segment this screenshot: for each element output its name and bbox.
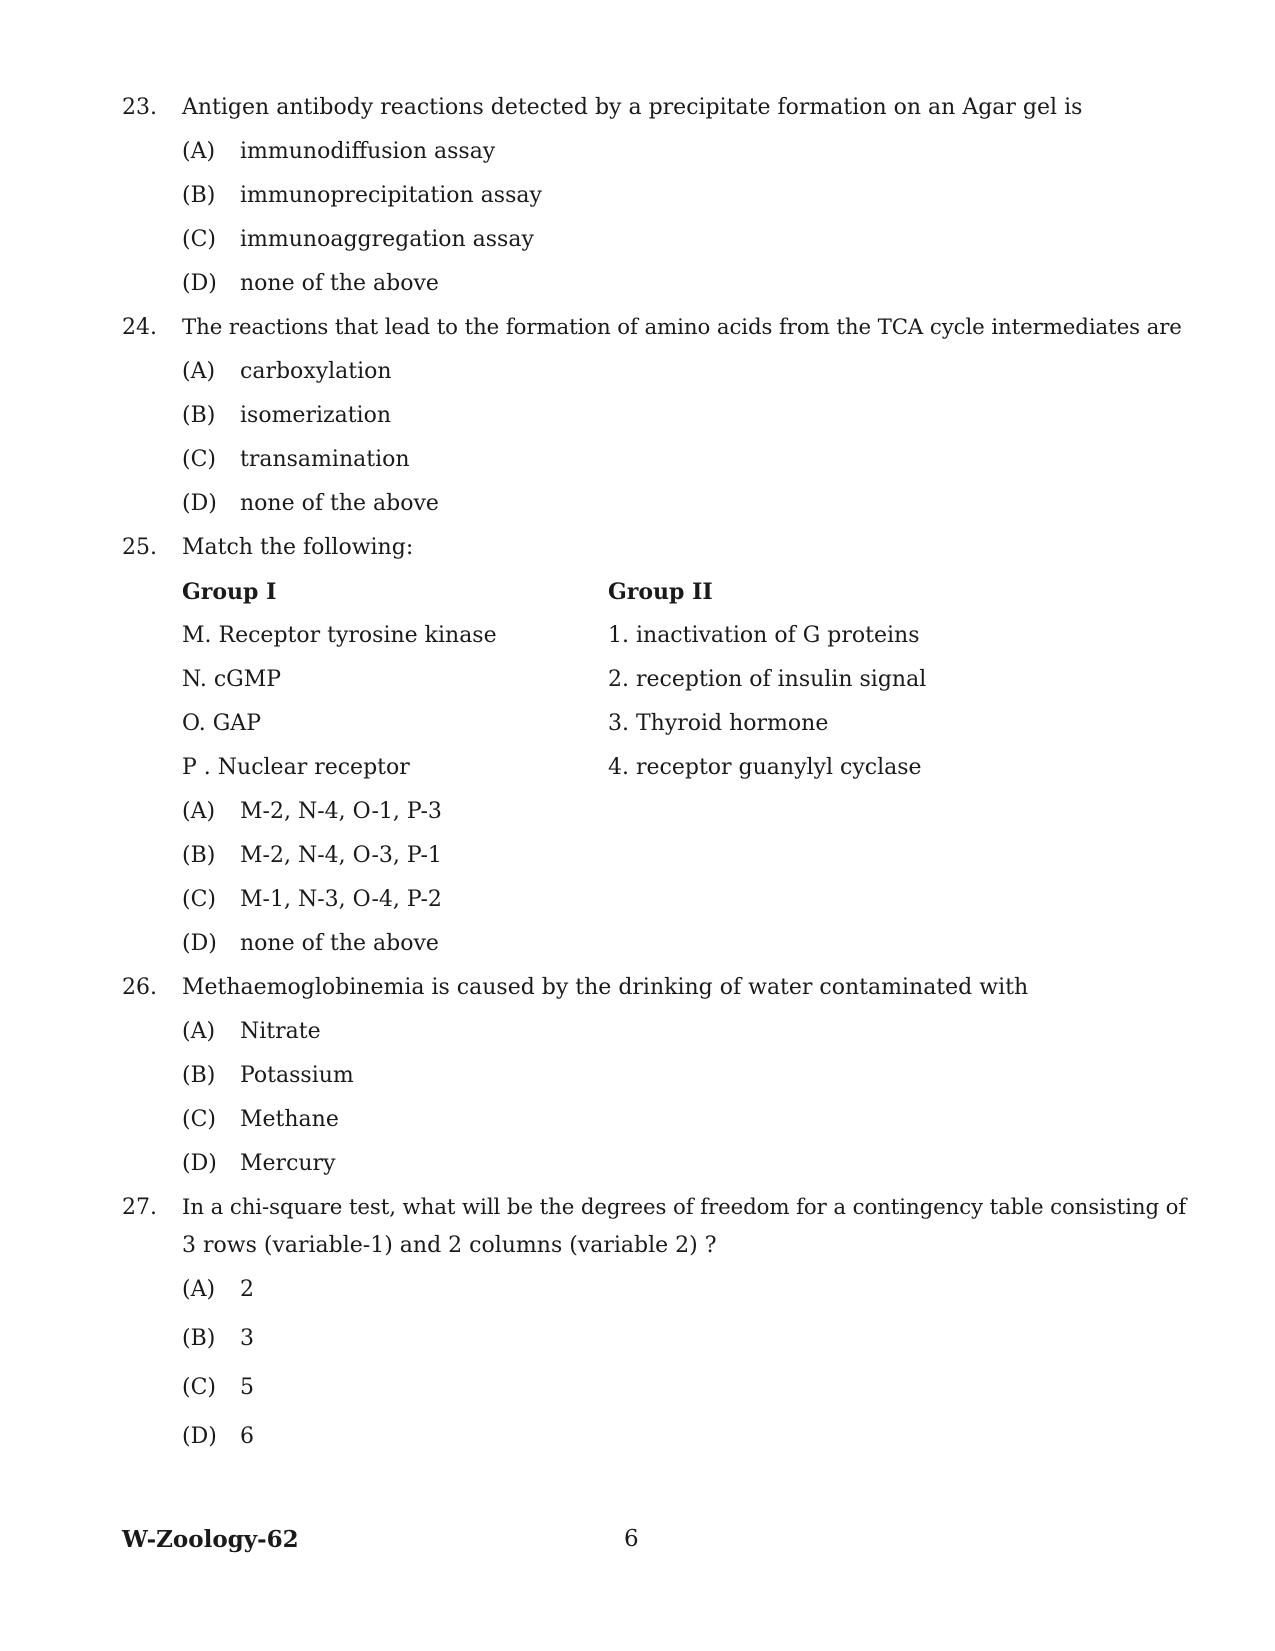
option-label: (B): [182, 843, 216, 868]
option-label: (C): [182, 447, 216, 472]
option-label: (B): [182, 1063, 216, 1088]
question-text: Methaemoglobinemia is caused by the drinking of water contaminated with: [182, 975, 1029, 1000]
group-1-item: N. cGMP: [182, 667, 282, 692]
option-label: (D): [182, 1424, 217, 1449]
option-text: immunoaggregation assay: [240, 227, 534, 252]
question-text: Antigen antibody reactions detected by a precipitate formation on an Agar gel is: [182, 95, 1083, 120]
option-text: none of the above: [240, 271, 439, 296]
option-label: (C): [182, 1107, 216, 1132]
option-label: (D): [182, 1151, 217, 1176]
group-2-item: 1. inactivation of G proteins: [608, 623, 920, 648]
option-text: Nitrate: [240, 1019, 321, 1044]
option-text: Mercury: [240, 1151, 336, 1176]
option-label: (A): [182, 1019, 216, 1044]
group-2-item: 4. receptor guanylyl cyclase: [608, 755, 922, 780]
group-1-item: O. GAP: [182, 711, 261, 736]
page-number: 6: [624, 1526, 639, 1552]
question-number: 23.: [122, 95, 157, 120]
option-text: Methane: [240, 1107, 339, 1132]
option-text: none of the above: [240, 491, 439, 516]
option-label: (C): [182, 887, 216, 912]
option-label: (D): [182, 271, 217, 296]
question-text: The reactions that lead to the formation of amino acids from the TCA cycle intermediates are: [182, 315, 1182, 340]
option-text: 2: [240, 1277, 254, 1302]
option-label: (A): [182, 799, 216, 824]
group-1-item: M. Receptor tyrosine kinase: [182, 623, 497, 648]
question-number: 24.: [122, 315, 157, 340]
option-label: (B): [182, 183, 216, 208]
option-text: immunoprecipitation assay: [240, 183, 542, 208]
option-label: (A): [182, 139, 216, 164]
question-number: 26.: [122, 975, 157, 1000]
question-text-line-1: In a chi-square test, what will be the degrees of freedom for a contingency table consisting of: [182, 1195, 1187, 1220]
paper-code: W-Zoology-62: [122, 1526, 299, 1553]
group-2-item: 2. reception of insulin signal: [608, 667, 927, 692]
option-text: 6: [240, 1424, 254, 1449]
option-label: (A): [182, 1277, 216, 1302]
option-text: transamination: [240, 447, 410, 472]
option-text: none of the above: [240, 931, 439, 956]
option-text: M-1, N-3, O-4, P-2: [240, 887, 442, 912]
group-2-header: Group II: [608, 579, 713, 605]
question-number: 25.: [122, 535, 157, 560]
group-1-header: Group I: [182, 579, 277, 605]
option-text: M-2, N-4, O-1, P-3: [240, 799, 442, 824]
option-text: isomerization: [240, 403, 392, 428]
option-text: immunodiffusion assay: [240, 139, 496, 164]
option-text: 3: [240, 1326, 254, 1351]
option-text: carboxylation: [240, 359, 392, 384]
option-label: (C): [182, 227, 216, 252]
question-text: Match the following:: [182, 535, 414, 560]
option-text: M-2, N-4, O-3, P-1: [240, 843, 442, 868]
option-label: (B): [182, 1326, 216, 1351]
group-1-item: P . Nuclear receptor: [182, 755, 410, 780]
option-text: Potassium: [240, 1063, 354, 1088]
option-label: (A): [182, 359, 216, 384]
option-label: (C): [182, 1375, 216, 1400]
option-label: (D): [182, 931, 217, 956]
question-text-line-2: 3 rows (variable-1) and 2 columns (variable 2) ?: [182, 1233, 717, 1258]
option-label: (B): [182, 403, 216, 428]
option-label: (D): [182, 491, 217, 516]
question-number: 27.: [122, 1195, 157, 1220]
option-text: 5: [240, 1375, 254, 1400]
group-2-item: 3. Thyroid hormone: [608, 711, 829, 736]
